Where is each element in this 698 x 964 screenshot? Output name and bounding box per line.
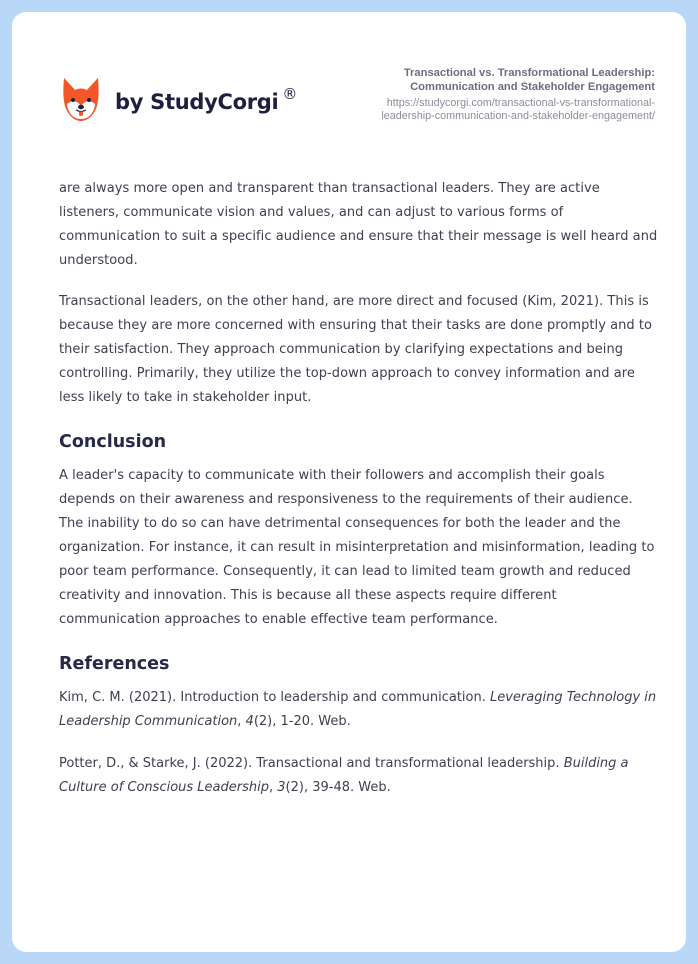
- reference-issue-pages: (2), 39-48. Web.: [285, 780, 391, 795]
- document-url-line-2[interactable]: leadership-communication-and-stakeholder-engagement/: [381, 110, 655, 122]
- body-paragraph: are always more open and transparent than transactional leaders. They are active listeners, communicate vision and values, and can adjust to various forms of communication to suit a specific audience and ensure that their message is well heard and understood.: [59, 181, 658, 268]
- page-header: [12, 12, 686, 152]
- document-url-line-1[interactable]: https://studycorgi.com/transactional-vs-transformational-: [386, 97, 655, 109]
- reference-separator: ,: [237, 714, 246, 729]
- reference-volume: 4: [245, 714, 254, 729]
- reference-journal: Leveraging Technology in Leadership Communication: [59, 690, 657, 729]
- document-title-line-2: Communication and Stakeholder Engagement: [410, 81, 655, 93]
- document-meta: [295, 66, 655, 123]
- reference-journal: Building a Culture of Conscious Leadership: [59, 756, 629, 795]
- reference-volume: 3: [277, 780, 286, 795]
- reference-separator: ,: [268, 780, 278, 795]
- studycorgi-logo[interactable]: [61, 76, 297, 122]
- logo-text: [115, 85, 298, 114]
- references-heading: References: [59, 654, 170, 674]
- reference-item: [59, 752, 659, 800]
- document-page: [12, 12, 686, 952]
- article-content: [59, 177, 659, 818]
- logo-wordmark: by StudyCorgi: [115, 90, 279, 114]
- conclusion-heading: Conclusion: [59, 432, 167, 452]
- reference-authors-title: Potter, D., & Starke, J. (2022). Transactional and transformational leadership.: [59, 756, 564, 771]
- document-url[interactable]: [295, 97, 655, 123]
- document-title: [295, 66, 655, 94]
- document-title-line-1: Transactional vs. Transformational Leadership:: [403, 67, 655, 79]
- reference-issue-pages: (2), 1-20. Web.: [253, 714, 351, 729]
- conclusion-paragraph: A leader's capacity to communicate with their followers and accomplish their goals depends on their awareness and responsiveness to the requirements of their audience. The inability to do so can have detrimental consequences for both the leader and the organization. For instance, it can result in misinterpretation and misinformation, leading to poor team performance. Consequently, it can lead to limited team growth and reduced creativity and innovation. This is because all these aspects require different communication approaches to enable effective team performance.: [59, 468, 655, 627]
- reference-authors-title: Kim, C. M. (2021). Introduction to leadership and communication.: [59, 690, 490, 705]
- registered-mark: ®: [282, 85, 298, 103]
- body-paragraph: Transactional leaders, on the other hand, are more direct and focused (Kim, 2021). This is because they are more concerned with ensuring that their tasks are done promptly and to their satisfaction. They approach communication by clarifying expectations and being controlling. Primarily, they utilize the top-down approach to convey information and are less likely to take in stakeholder input.: [59, 294, 653, 405]
- reference-item: [59, 686, 659, 734]
- corgi-logo-icon: [61, 76, 101, 122]
